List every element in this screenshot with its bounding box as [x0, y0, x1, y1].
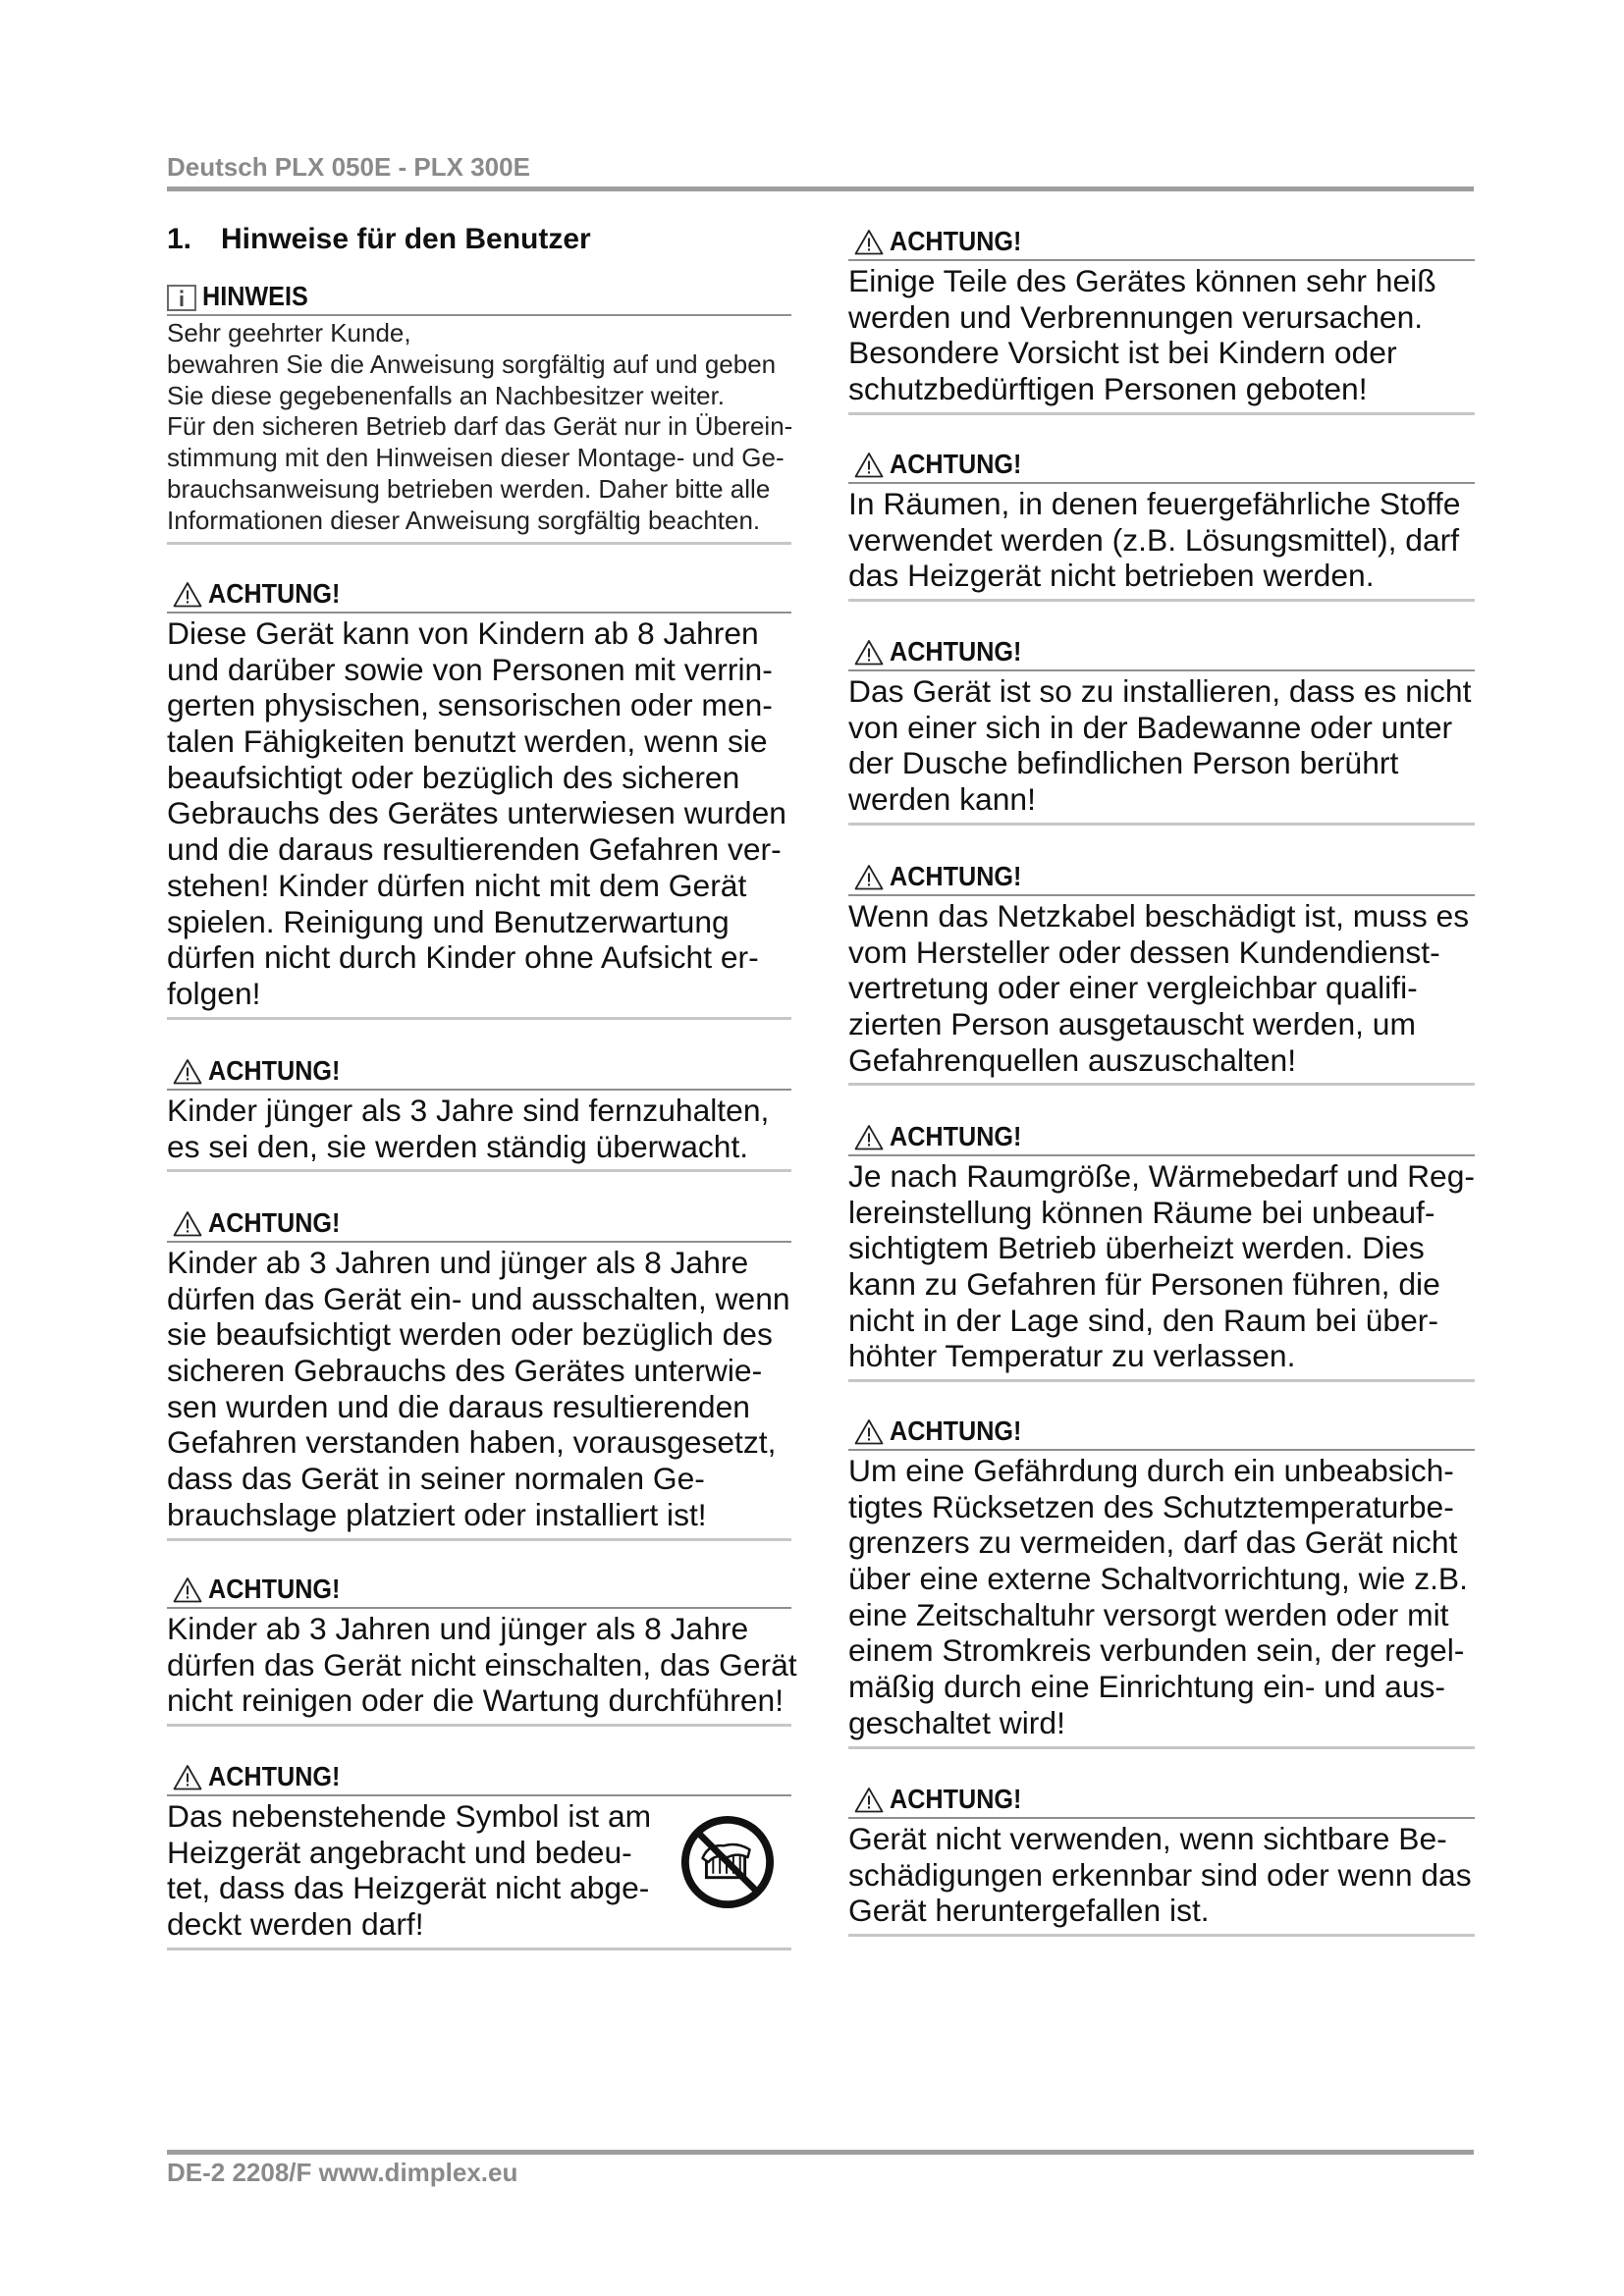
warning-label: ACHTUNG!	[890, 861, 1022, 891]
text-line: sie beaufsichtigt werden oder bezüglich des	[167, 1316, 773, 1353]
text-line: gerten physischen, sensorischen oder men-	[167, 687, 773, 723]
text-line: Gerät heruntergefallen ist.	[848, 1893, 1210, 1929]
text-line: dürfen das Gerät ein- und ausschalten, wenn	[167, 1280, 790, 1316]
text-line: In Räumen, in denen feuergefährliche Stoffe	[848, 486, 1461, 521]
text-line: Für den sicheren Betrieb darf das Gerät nur in Überein-	[167, 411, 793, 442]
warning-label: ACHTUNG!	[208, 1574, 341, 1604]
text-line: stimmung mit den Hinweisen dieser Montage- und Ge-	[167, 443, 785, 473]
do-not-cover-icon	[679, 1813, 776, 1911]
text-line: von einer sich in der Badewanne oder unter	[848, 709, 1453, 745]
text-line: sen wurden und die daraus resultierenden	[167, 1388, 750, 1424]
warning-triangle-icon	[854, 1124, 884, 1150]
text-line: Kinder ab 3 Jahren und jünger als 8 Jahre	[167, 1611, 749, 1646]
text-line: mäßig durch eine Einrichtung ein- und aus-	[848, 1669, 1446, 1705]
text-line: Das nebenstehende Symbol ist am	[167, 1798, 652, 1834]
text-line: Kinder ab 3 Jahren und jünger als 8 Jahre	[167, 1245, 749, 1280]
text-line: stehen! Kinder dürfen nicht mit dem Gerät	[167, 867, 747, 903]
warning-header	[167, 1570, 791, 1609]
text-line: brauchsanweisung betrieben werden. Daher bitte alle	[167, 473, 771, 504]
text-line: beaufsichtigt oder bezüglich des sicheren	[167, 759, 740, 795]
warning-text	[848, 261, 1475, 412]
warning-block	[167, 1570, 797, 1727]
text-line: Heizgerät angebracht und bedeu-	[167, 1834, 632, 1870]
text-line: einem Stromkreis verbunden sein, der regel-	[848, 1632, 1465, 1669]
text-line: Das Gerät ist so zu installieren, dass es nicht	[848, 673, 1472, 709]
warning-triangle-icon	[854, 639, 884, 666]
warning-block	[167, 1051, 791, 1172]
warning-triangle-icon	[173, 1058, 202, 1085]
warning-header	[167, 1757, 791, 1796]
notice-block	[167, 277, 791, 545]
text-line: spielen. Reinigung und Benutzerwartung	[167, 903, 730, 939]
text-line: zierten Person ausgetauscht werden, um	[848, 1006, 1416, 1042]
warning-label: ACHTUNG!	[208, 1055, 341, 1086]
warning-block	[167, 1203, 791, 1541]
text-line: tet, dass das Heizgerät nicht abge-	[167, 1870, 650, 1906]
warning-text	[848, 896, 1475, 1083]
text-line: kann zu Gefahren für Personen führen, die	[848, 1266, 1440, 1303]
warning-text	[848, 484, 1475, 599]
notice-label: HINWEIS	[202, 281, 308, 311]
warning-block	[167, 574, 791, 1020]
text-line: geschaltet wird!	[848, 1704, 1065, 1740]
warning-label: ACHTUNG!	[208, 1207, 341, 1238]
section-title: Hinweise für den Benutzer	[221, 223, 591, 255]
warning-label: ACHTUNG!	[890, 226, 1022, 256]
text-line: Besondere Vorsicht ist bei Kindern oder	[848, 335, 1397, 371]
text-line: das Heizgerät nicht betrieben werden.	[848, 558, 1375, 594]
text-line: nicht in der Lage sind, den Raum bei über-	[848, 1302, 1438, 1338]
warning-triangle-icon	[854, 864, 884, 890]
warning-text	[167, 1609, 797, 1724]
text-line: werden kann!	[848, 781, 1036, 818]
page-header-title: Deutsch PLX 050E - PLX 300E	[167, 152, 530, 182]
warning-label: ACHTUNG!	[890, 636, 1022, 667]
text-line: höhter Temperatur zu verlassen.	[848, 1338, 1296, 1374]
text-line: deckt werden darf!	[167, 1906, 424, 1943]
warning-text	[848, 1819, 1475, 1934]
warning-label: ACHTUNG!	[890, 1415, 1022, 1446]
text-line: grenzers zu vermeiden, darf das Gerät nicht	[848, 1524, 1458, 1561]
text-line: werden und Verbrennungen verursachen.	[848, 298, 1424, 335]
notice-text	[167, 316, 791, 542]
warning-triangle-icon	[173, 1764, 202, 1790]
text-line: verwendet werden (z.B. Lösungsmittel), darf	[848, 521, 1460, 558]
warning-label: ACHTUNG!	[890, 1784, 1022, 1814]
warning-text	[848, 671, 1475, 823]
text-line: Je nach Raumgröße, Wärmebedarf und Reg-	[848, 1158, 1476, 1194]
text-line: eine Zeitschaltuhr versorgt werden oder mit	[848, 1596, 1449, 1632]
warning-text	[848, 1451, 1475, 1746]
warning-label: ACHTUNG!	[890, 1121, 1022, 1151]
text-line: Einige Teile des Gerätes können sehr heiß	[848, 263, 1436, 298]
text-line: nicht reinigen oder die Wartung durchführen!	[167, 1682, 785, 1719]
text-line: vertretung oder einer vergleichbar qualifi-	[848, 970, 1418, 1006]
text-line: vom Hersteller oder dessen Kundendienst-	[848, 934, 1440, 970]
text-line: dürfen nicht durch Kinder ohne Aufsicht er-	[167, 939, 759, 976]
section-heading	[167, 222, 591, 257]
warning-triangle-icon	[854, 1418, 884, 1445]
warning-block	[848, 1117, 1475, 1382]
text-line: Informationen dieser Anweisung sorgfältig beachten.	[167, 505, 761, 535]
warning-header	[167, 1051, 791, 1091]
text-line: Sehr geehrter Kunde,	[167, 318, 411, 347]
text-line: schutzbedürftigen Personen geboten!	[848, 371, 1368, 407]
warning-label: ACHTUNG!	[890, 449, 1022, 479]
text-line: dass das Gerät in seiner normalen Ge-	[167, 1461, 705, 1497]
text-line: Gefahren verstanden haben, vorausgesetzt,	[167, 1424, 777, 1461]
text-line: bewahren Sie die Anweisung sorgfältig auf und geben	[167, 348, 777, 379]
warning-text	[167, 1091, 791, 1169]
warning-triangle-icon	[854, 229, 884, 255]
warning-label: ACHTUNG!	[208, 578, 341, 609]
text-line: lereinstellung können Räume bei unbeauf-	[848, 1194, 1435, 1230]
warning-block	[848, 857, 1475, 1086]
text-line: dürfen das Gerät nicht einschalten, das Gerät	[167, 1646, 797, 1682]
warning-triangle-icon	[173, 581, 202, 608]
text-line: sicheren Gebrauchs des Gerätes unterwie-	[167, 1353, 763, 1389]
warning-block	[848, 1780, 1475, 1937]
warning-header	[167, 574, 791, 614]
text-line: und darüber sowie von Personen mit verrin-	[167, 651, 773, 687]
footer-divider	[167, 2150, 1474, 2155]
warning-header	[848, 1412, 1475, 1451]
text-line: Gerät nicht verwenden, wenn sichtbare Be-	[848, 1821, 1447, 1856]
text-line: talen Fähigkeiten benutzt werden, wenn sie	[167, 723, 768, 760]
warning-text	[167, 614, 791, 1017]
text-line: folgen!	[167, 975, 261, 1011]
section-number: 1.	[167, 223, 192, 255]
text-line: Wenn das Netzkabel beschädigt ist, muss es	[848, 898, 1470, 934]
warning-header	[848, 632, 1475, 671]
warning-header	[848, 222, 1475, 261]
warning-triangle-icon	[173, 1210, 202, 1237]
text-line: Um eine Gefährdung durch ein unbeabsich-	[848, 1453, 1454, 1488]
warning-triangle-icon	[854, 452, 884, 478]
text-line: über eine externe Schaltvorrichtung, wie z.B.	[848, 1561, 1468, 1597]
warning-header	[848, 1780, 1475, 1819]
text-line: Sie diese gegebenenfalls an Nachbesitzer weiter.	[167, 380, 726, 410]
text-line: sichtigtem Betrieb überheizt werden. Dies	[848, 1230, 1425, 1266]
warning-header	[848, 1117, 1475, 1156]
text-line: Gefahrenquellen auszuschalten!	[848, 1041, 1297, 1078]
warning-text	[167, 1243, 791, 1538]
header-divider	[167, 187, 1474, 191]
warning-triangle-icon	[854, 1787, 884, 1813]
warning-header	[848, 445, 1475, 484]
text-line: der Dusche befindlichen Person berührt	[848, 745, 1399, 781]
text-line: schädigungen erkennbar sind oder wenn das	[848, 1856, 1472, 1893]
text-line: es sei den, sie werden ständig überwacht.	[167, 1128, 749, 1164]
text-line: und die daraus resultierenden Gefahren ver-	[167, 831, 782, 868]
info-icon	[167, 285, 196, 311]
warning-header	[848, 857, 1475, 896]
text-line: Kinder jünger als 3 Jahre sind fernzuhalten,	[167, 1093, 770, 1128]
text-line: Diese Gerät kann von Kindern ab 8 Jahren	[167, 615, 759, 651]
warning-block	[848, 1412, 1475, 1749]
warning-block	[167, 1757, 791, 1950]
footer-text: DE-2 2208/F www.dimplex.eu	[167, 2158, 518, 2187]
notice-header	[167, 277, 791, 316]
warning-header	[167, 1203, 791, 1243]
warning-label: ACHTUNG!	[208, 1761, 341, 1791]
warning-block	[848, 632, 1475, 826]
text-line: tigtes Rücksetzen des Schutztemperaturbe-	[848, 1488, 1454, 1524]
text-line: Gebrauchs des Gerätes unterwiesen wurden	[167, 795, 786, 831]
warning-block	[848, 222, 1475, 415]
warning-block	[848, 445, 1475, 602]
warning-text	[848, 1156, 1475, 1379]
text-line: brauchslage platziert oder installiert ist!	[167, 1496, 707, 1532]
warning-triangle-icon	[173, 1576, 202, 1603]
